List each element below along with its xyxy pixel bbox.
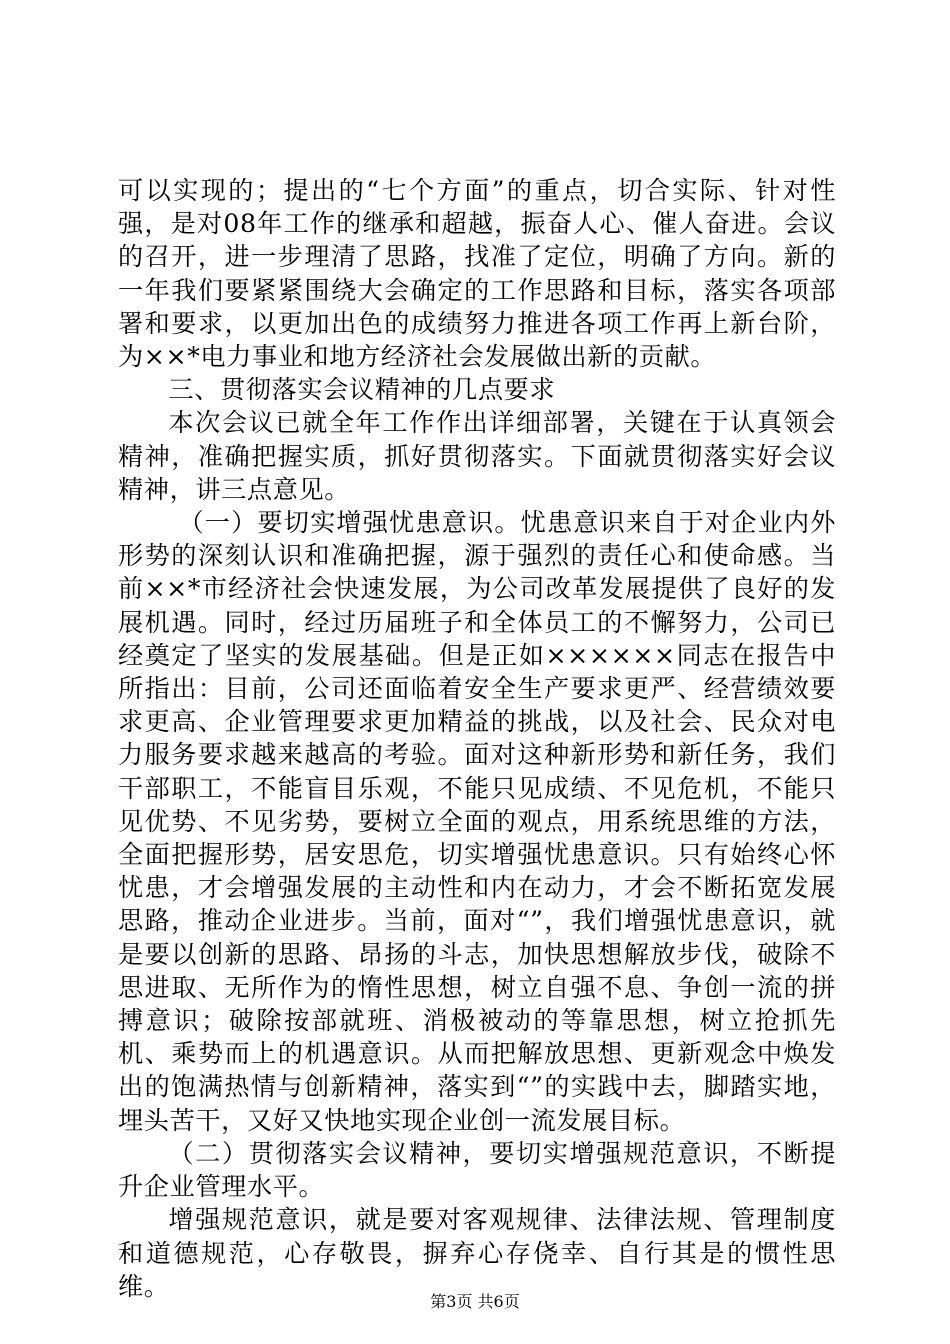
paragraph-point-one: （一）要切实增强忧患意识。忧患意识来自于对企业内外形势的深刻认识和准确把握，源于强烈的责任心和使命感。当前××*市经济社会快速发展，为公司改革发展提供了良好的发展机遇。同时，经过历届班子和全体员工的不懈努力，公司已经奠定了坚实的发展基础。但是正如××××××同志在报告中所指出：目前，公司还面临着安全生产要求更严、经营绩效要求更高、企业管理要求更加精益的挑战，以及社会、民众对电力服务要求越来越高的考验。面对这种新形势和新任务，我们干部职工，不能盲目乐观，不能只见成绩、不见危机，不能只见优势、不见劣势，要树立全面的观点，用系统思维的方法，全面把握形势，居安思危，切实增强忧患意识。只有始终心怀忧患，才会增强发展的主动性和内在动力，才会不断拓宽发展思路，推动企业进步。当前，面对“”，我们增强忧患意识，就是要以创新的思路、昂扬的斗志，加快思想解放步伐，破除不思进取、无所作为的惰性思想，树立自强不息、争创一流的拼搏意识；破除按部就班、消极被动的等靠思想，树立抢抓先机、乘势而上的机遇意识。从而把解放思想、更新观念中焕发出的饱满热情与创新精神，落实到“”的实践中去，脚踏实地，埋头苦干，又好又快地实现企业创一流发展目标。 bbox=[118, 508, 836, 1135]
paragraph-intro: 本次会议已就全年工作作出详细部署，关键在于认真领会精神，准确把握实质，抓好贯彻落实。下面就贯彻落实好会议精神，讲三点意见。 bbox=[118, 408, 836, 504]
paragraph-continuation: 可以实现的；提出的“七个方面”的重点，切合实际、针对性强，是对08年工作的继承和超越，振奋人心、催人奋进。会议的召开，进一步理清了思路，找准了定位，明确了方向。新的一年我们要紧紧围绕大会确定的工作思路和目标，落实各项部署和要求，以更加出色的成绩努力推进各项工作再上新台阶，为××*电力事业和地方经济社会发展做出新的贡献。 bbox=[118, 176, 836, 372]
document-body bbox=[118, 174, 836, 1303]
paragraph-point-two-heading: （二）贯彻落实会议精神，要切实增强规范意识，不断提升企业管理水平。 bbox=[118, 1138, 836, 1202]
page-number-footer: 第3页 共6页 bbox=[430, 1292, 520, 1311]
paragraph-point-two-body: 增强规范意识，就是要对客观规律、法律法规、管理制度和道德规范，心存敬畏，摒弃心存侥幸、自行其是的惯性思维。 bbox=[118, 1205, 836, 1301]
section-heading-three: 三、贯彻落实会议精神的几点要求 bbox=[168, 375, 556, 405]
